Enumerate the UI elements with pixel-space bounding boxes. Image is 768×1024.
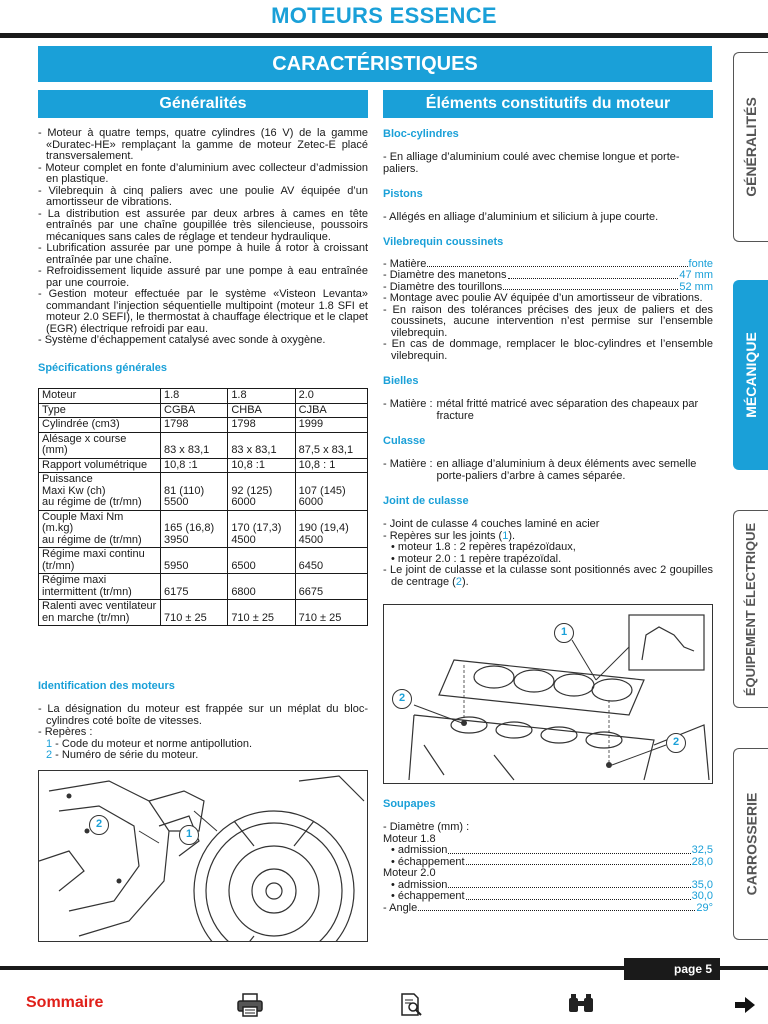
vilebrequin-title: Vilebrequin coussinets [383,235,504,248]
joint-title: Joint de culasse [383,495,469,507]
list-item: - Vilebrequin à cinq paliers avec une poulie AV équipée d’un amortisseur de vibrations. [38,184,368,208]
soupapes-title: Soupapes [383,798,436,810]
engine-label: Moteur 2.0 [383,867,436,879]
ref-number: 2 [455,575,462,588]
row-label: Régime maxi intermittent (tr/mn) [39,574,161,600]
spec-value: 29° [696,901,713,914]
table-row [39,403,368,418]
spec-value: 30,0 [691,890,713,902]
table-row [39,458,368,473]
table-cell: 165 (16,8) 3950 [161,510,228,548]
spec-row [383,891,713,903]
ref-number: 1 [46,737,53,750]
table-cell: 92 (125) 6000 [228,473,295,511]
callout-marker: 1 [554,623,574,643]
callout-marker: 2 [666,733,686,753]
spec-label: - Diamètre des tourillons [383,280,503,293]
spec-table [38,388,368,626]
engine-identification-figure [38,770,368,942]
head-gasket-figure [383,604,713,784]
row-label: Rapport volumétrique [39,458,161,473]
bloc-text: - En alliage d’aluminium coulé avec chemise longue et porte-paliers. [383,151,680,175]
tab-label: GÉNÉRALITÉS [743,97,760,197]
matiere-label: - Matière : [383,398,433,410]
section-banner: CARACTÉRISTIQUES [38,46,712,82]
table-cell: 5950 [161,548,228,574]
table-row [39,548,368,574]
print-icon[interactable] [236,992,264,1023]
row-label: Couple Maxi Nm (m.kg) au régime de (tr/mn) [39,510,161,548]
table-row [39,418,368,433]
table-row [39,510,368,548]
elements-heading: Éléments constitutifs du moteur [383,90,713,118]
table-cell: 81 (110) 5500 [161,473,228,511]
table-cell: CHBA [228,403,295,418]
callout-marker: 1 [179,825,199,845]
table-row [39,473,368,511]
spec-value: fonte [688,257,713,270]
spec-label: - Diamètre des manetons [383,269,507,281]
spec-label: • échappement [391,890,465,902]
list-item: • moteur 1.8 : 2 repères trapézoïdaux, [391,541,576,553]
spec-value: 32,5 [691,844,713,856]
ref-text: - Code du moteur et norme antipollution. [52,737,253,750]
row-label: Type [39,403,161,418]
joint-close: ). [461,575,469,588]
callout-marker: 2 [89,815,109,835]
ref-number: 1 [502,529,509,542]
gasket-drawing [384,605,713,784]
ref-number: 2 [46,749,53,761]
page-number: page 5 [624,958,720,980]
table-cell: 6500 [228,548,295,574]
sommaire-link[interactable]: Sommaire [26,994,104,1011]
spec-row [383,270,713,282]
generalites-text [38,128,368,374]
bloc-title: Bloc-cylindres [383,128,459,140]
generalites-heading: Généralités [38,90,368,118]
tab-label: CARROSSERIE [743,792,759,896]
list-item: - La distribution est assurée par deux arbres à cames en tête entraînés par une chaîne goupillée très silencieuse, poussoirs mécaniques sans cales de réglage et tendeur hydraulique. [38,207,368,243]
bielles-text [383,399,713,422]
spec-value: 52 mm [679,280,713,293]
spec-title: Spécifications générales [38,361,167,374]
document-title: MOTEURS ESSENCE [271,3,497,28]
list-item: - Refroidissement liquide assuré par une pompe à eau entraînée par une courroie. [38,265,368,289]
ident-reperes: - Repères : [38,726,93,738]
table-cell: 2.0 [295,389,367,404]
spec-row [383,903,713,915]
culasse-text [383,459,713,482]
next-arrow-icon[interactable] [734,996,756,1019]
pistons-title: Pistons [383,188,423,200]
matiere-label: - Matière : [383,458,433,470]
table-cell: 6450 [295,548,367,574]
spec-value: 47 mm [679,269,713,281]
row-label: Moteur [39,389,161,404]
ref-text: - Numéro de série du moteur. [52,749,199,761]
table-row [39,600,368,626]
list-item: • moteur 2.0 : 1 repère trapézoïdal. [391,552,562,565]
table-cell: 1.8 [161,389,228,404]
table-header-row [39,389,368,404]
table-cell: 710 ± 25 [161,600,228,626]
list-item: - En raison des tolérances précises des jeux de paliers et des coussinets, aucune intervention n’est permise sur l’ensemble vilebrequin. [383,303,713,339]
identification-section [38,680,368,762]
table-cell: 1.8 [228,389,295,404]
list-item: - Lubrification assurée par une pompe à huile à rotor à croissant entraînée par une chaîne. [38,242,368,266]
joint-close: ). [508,529,516,542]
row-label: Cylindrée (cm3) [39,418,161,433]
soupapes-section [383,798,713,914]
ident-text: - La désignation du moteur est frappée sur un méplat du bloc-cylindres coté boîte de vitesses. [38,703,368,727]
spec-label: - Matière [383,257,427,270]
tab-label: MÉCANIQUE [743,332,759,418]
list-item: - Moteur à quatre temps, quatre cylindres (16 V) de la gamme «Duratec-HE» remplaçant la gamme de moteur Zetec-E placé transversalement. [38,127,368,162]
row-label: Puissance Maxi Kw (ch) au régime de (tr/mn) [39,473,161,511]
engine-label: Moteur 1.8 [383,832,436,845]
culasse-title: Culasse [383,435,426,447]
list-item: - Gestion moteur effectuée par le système «Visteon Levanta» commandant l’injection séquentielle multipoint (moteur 1.8 SFI et moteur 2.0 SEFI), le thermostat à chauffage électrique et le clapet (EGR) électrique refroidi par eau. [38,288,368,335]
table-cell: 1798 [161,418,228,433]
list-item: - Montage avec poulie AV équipée d’un amortisseur de vibrations. [383,292,703,304]
list-item [383,565,713,588]
spec-label: • admission [391,878,448,891]
list-item: - En cas de dommage, remplacer le bloc-cylindres et l’ensemble vilebrequin. [383,338,713,362]
joint-text: - Repères sur les joints ( [383,529,503,542]
table-row [39,574,368,600]
joint-text: - Le joint de culasse et la culasse sont positionnés avec 2 goupilles de centrage ( [383,564,713,588]
spec-label: • admission [391,844,448,856]
table-cell: 6800 [228,574,295,600]
spec-value: 35,0 [691,878,713,891]
spec-row [383,845,713,857]
table-cell: 107 (145) 6000 [295,473,367,511]
table-cell: CJBA [295,403,367,418]
pistons-text: - Allégés en alliage d’aluminium et silicium à jupe courte. [383,211,659,223]
table-cell: 170 (17,3) 4500 [228,510,295,548]
row-label: Ralenti avec ventilateur en marche (tr/mn) [39,600,161,626]
table-cell: 83 x 83,1 [228,432,295,458]
table-cell: 87,5 x 83,1 [295,432,367,458]
elements-text [383,128,713,588]
table-cell: 83 x 83,1 [161,432,228,458]
list-item: - Système d’échappement catalysé avec sonde à oxygène. [38,334,326,346]
ident-title: Identification des moteurs [38,680,175,692]
diametre-label: - Diamètre (mm) : [383,821,470,833]
engine-drawing [39,771,368,942]
table-cell: 10,8 :1 [161,458,228,473]
tab-mecanique[interactable] [733,280,768,470]
tab-carrosserie[interactable] [733,748,768,940]
table-cell: 6675 [295,574,367,600]
table-cell: 10,8 :1 [228,458,295,473]
row-label: Régime maxi continu (tr/mn) [39,548,161,574]
table-cell: 190 (19,4) 4500 [295,510,367,548]
table-cell: 6175 [161,574,228,600]
tab-generalites[interactable] [733,52,768,242]
tab-label: ÉQUIPEMENT ÉLECTRIQUE [743,522,759,696]
tab-equipement-electrique[interactable] [733,510,768,708]
list-item: - Moteur complet en fonte d’aluminium avec collecteur d’admission en plastique. [38,161,368,185]
table-cell: CGBA [161,403,228,418]
binoculars-icon[interactable] [566,992,596,1023]
spec-label: • échappement [391,855,465,868]
table-cell: 1999 [295,418,367,433]
table-cell: 10,8 : 1 [295,458,367,473]
table-cell: 710 ± 25 [295,600,367,626]
spec-label: - Angle [383,901,418,914]
table-cell: 710 ± 25 [228,600,295,626]
list-item [38,750,368,762]
spec-value: 28,0 [691,855,713,868]
matiere-value: métal fritté matricé avec séparation des chapeaux par fracture [436,398,699,422]
row-label: Alésage x course (mm) [39,432,161,458]
list-item: - Joint de culasse 4 couches laminé en acier [383,518,600,530]
search-document-icon[interactable] [398,992,424,1023]
table-cell: 1798 [228,418,295,433]
header-rule [0,33,768,38]
bielles-title: Bielles [383,375,419,387]
matiere-value: en alliage d’aluminium à deux éléments avec semelle porte-paliers d’arbre à cames séparée. [436,458,697,482]
callout-marker: 2 [392,689,412,709]
table-row [39,432,368,458]
